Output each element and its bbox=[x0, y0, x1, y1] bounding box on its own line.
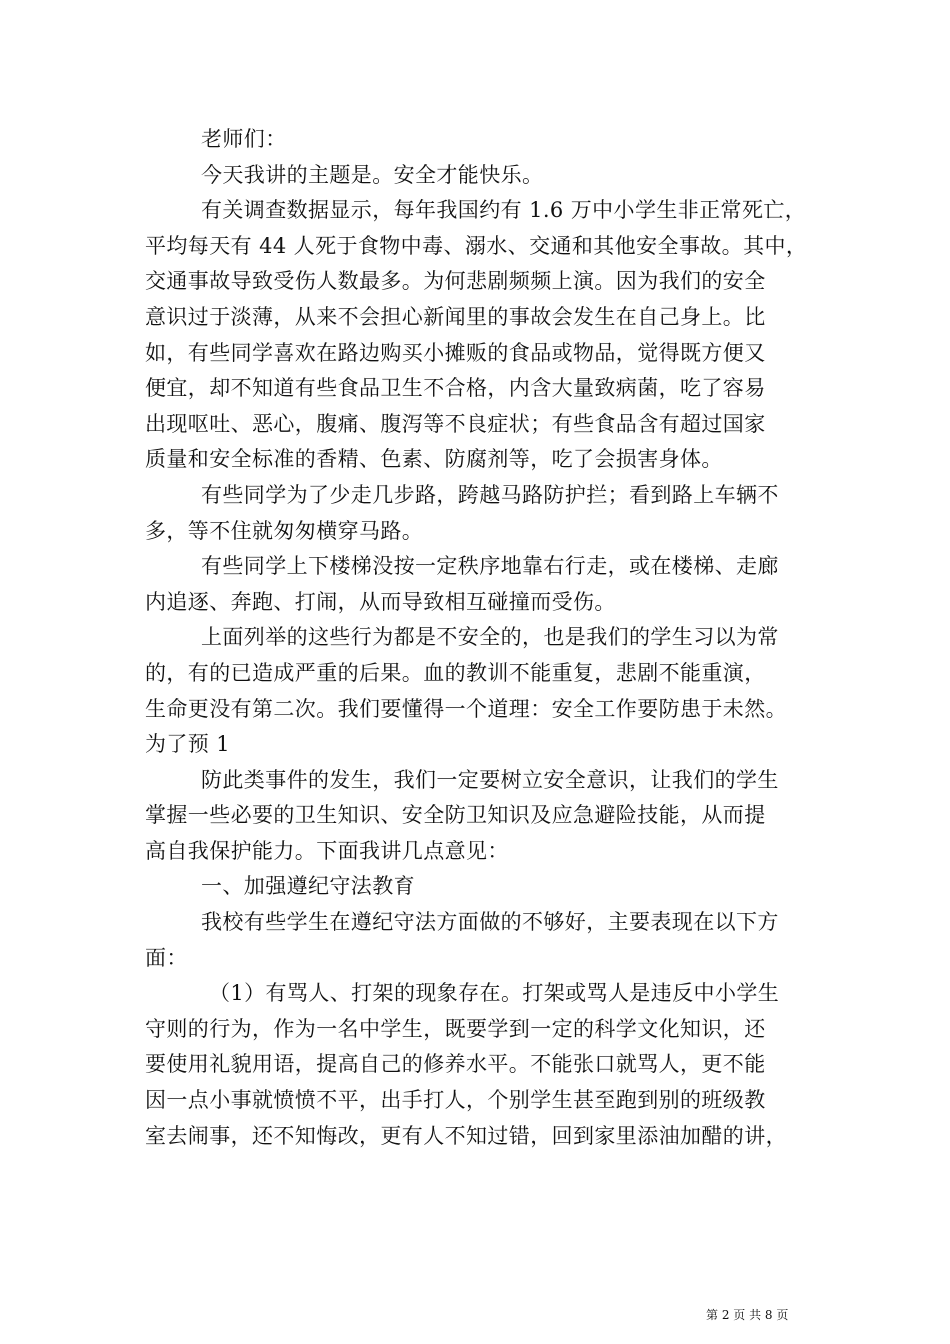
text-line: 掌握一些必要的卫生知识、安全防卫知识及应急避险技能，从而提 bbox=[145, 803, 766, 828]
document-body bbox=[145, 122, 825, 1154]
text-line: 面： bbox=[145, 945, 188, 970]
text-line: 有些同学上下楼梯没按一定秩序地靠右行走，或在楼梯、走廊 bbox=[201, 554, 779, 579]
text-line: 生命更没有第二次。我们要懂得一个道理：安全工作要防患于未然。 bbox=[145, 696, 787, 721]
section-heading: 一、加强遵纪守法教育 bbox=[201, 874, 415, 899]
text-line: 老师们： bbox=[201, 127, 287, 151]
text-line: 交通事故导致受伤人数最多。为何悲剧频频上演。因为我们的安全 bbox=[145, 269, 766, 294]
text-line: 上面列举的这些行为都是不安全的，也是我们的学生习以为常 bbox=[201, 625, 779, 650]
text-line: 因一点小事就愤愤不平，出手打人，个别学生甚至跑到别的班级教 bbox=[145, 1088, 766, 1113]
text-line: 多，等不住就匆匆横穿马路。 bbox=[145, 518, 424, 543]
text-line: 便宜，却不知道有些食品卫生不合格，内含大量致病菌，吃了容易 bbox=[145, 376, 766, 401]
text-line: 内追逐、奔跑、打闹，从而导致相互碰撞而受伤。 bbox=[145, 589, 616, 614]
text-line: 守则的行为，作为一名中学生，既要学到一定的科学文化知识，还 bbox=[145, 1016, 766, 1041]
text-line: 有些同学为了少走几步路，跨越马路防护拦；看到路上车辆不 bbox=[201, 482, 779, 507]
text-line: 质量和安全标准的香精、色素、防腐剂等，吃了会损害身体。 bbox=[145, 447, 723, 472]
text-line: 有关调查数据显示，每年我国约有 1.6 万中小学生非正常死亡， bbox=[201, 198, 807, 223]
text-line: 防此类事件的发生，我们一定要树立安全意识，让我们的学生 bbox=[201, 767, 779, 792]
text-line: 今天我讲的主题是。安全才能快乐。 bbox=[201, 162, 544, 187]
text-line: 出现呕吐、恶心，腹痛、腹泻等不良症状；有些食品含有超过国家 bbox=[145, 411, 766, 436]
text-line: （1）有骂人、打架的现象存在。打架或骂人是违反中小学生 bbox=[209, 981, 780, 1006]
text-line: 高自我保护能力。下面我讲几点意见： bbox=[145, 838, 509, 863]
text-line: 要使用礼貌用语，提高自己的修养水平。不能张口就骂人，更不能 bbox=[145, 1052, 766, 1077]
page-number: 第 2 页 共 8 页 bbox=[706, 1308, 789, 1322]
text-line: 的，有的已造成严重的后果。血的教训不能重复，悲剧不能重演， bbox=[145, 660, 766, 685]
text-line: 室去闹事，还不知悔改，更有人不知过错，回到家里添油加醋的讲， bbox=[145, 1123, 787, 1148]
text-line: 平均每天有 44 人死于食物中毒、溺水、交通和其他安全事故。其中， bbox=[145, 233, 808, 258]
text-line: 意识过于淡薄，从来不会担心新闻里的事故会发生在自己身上。比 bbox=[145, 304, 766, 329]
text-line: 我校有些学生在遵纪守法方面做的不够好，主要表现在以下方 bbox=[201, 910, 779, 935]
text-line: 如，有些同学喜欢在路边购买小摊贩的食品或物品，觉得既方便又 bbox=[145, 340, 766, 365]
text-line: 为了预 1 bbox=[145, 732, 231, 757]
